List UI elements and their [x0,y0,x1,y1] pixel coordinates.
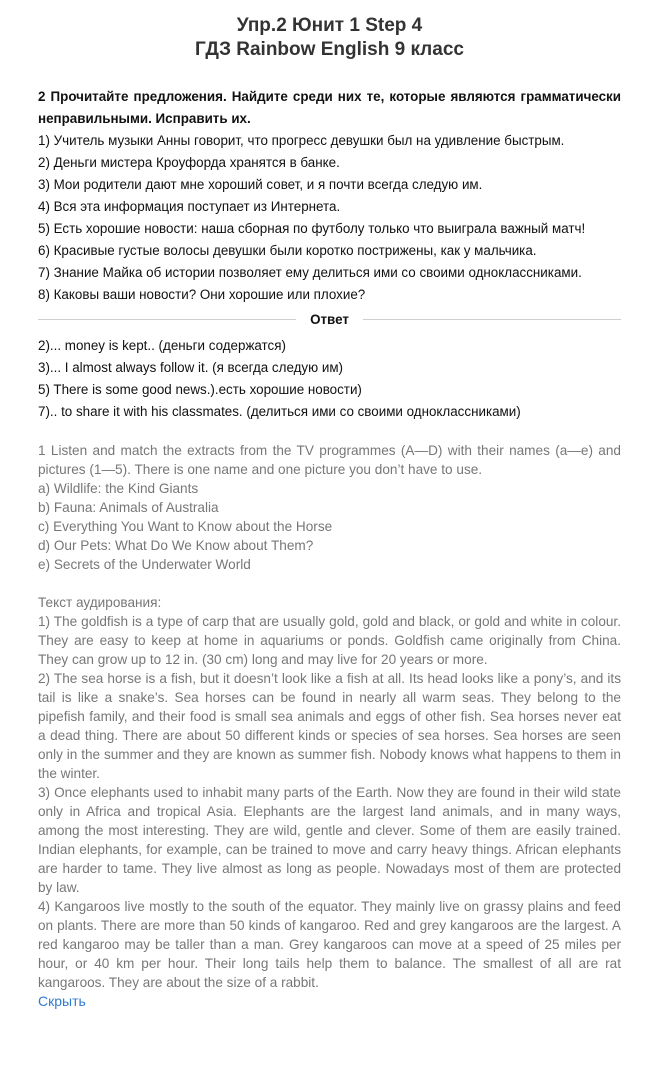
hide-link[interactable]: Скрыть [38,993,86,1009]
answer-item: 5) There is some good news.).есть хорошие новости) [38,382,362,397]
spacer [38,574,621,593]
extra-intro: 1 Listen and match the extracts from the TV programmes (A—D) with their names (a—e) and pictures (1—5). There is one name and one picture you don’t have to use. [38,443,621,477]
listening-label: Текст аудирования: [38,595,162,610]
task-sentence: 4) Вся эта информация поступает из Интернета. [38,199,341,214]
title-line-1: Упр.2 Юнит 1 Step 4 [236,15,423,36]
task-sentence: 6) Красивые густые волосы девушки были коротко пострижены, как у мальчика. [38,243,537,258]
task-heading: 2 Прочитайте предложения. Найдите среди них те, которые являются грамматически неправильными. Исправить их. [38,89,621,126]
page-title [38,14,621,62]
programme-name: b) Fauna: Animals of Australia [38,500,219,515]
task-block [38,86,621,306]
listening-text: 3) Once elephants used to inhabit many parts of the Earth. Now they are found in their wild state only in Africa and tropical Asia. Elephants are the largest land animals, and in many ways, among the most interesting. They are wild, gentle and clever. Some of them are easily trained. Indian elephants, for example, can be trained to move and carry heavy things. African elephants are harder to tame. They live almost as long as people. Nowadays most of them are protected by law. [38,785,621,895]
answer-divider [38,312,621,327]
task-sentence: 2) Деньги мистера Кроуфорда хранятся в банке. [38,155,340,170]
extra-exercise [38,441,621,1011]
answer-list [38,335,621,423]
answer-label: Ответ [310,312,349,327]
listening-text: 4) Kangaroos live mostly to the south of the equator. They mainly live on grassy plains and feed on plants. There are more than 50 kinds of kangaroo. Red and grey kangaroos are the largest. A red kangaroo may be taller than a man. Grey kangaroos can move at a speed of 25 miles per hour, or 40 km per hour. Their long tails help them to balance. The smallest of all are rat kangaroos. They are about the size of a rabbit. [38,899,621,990]
answer-item: 3)... I almost always follow it. (я всегда следую им) [38,360,344,375]
programme-name: d) Our Pets: What Do We Know about Them? [38,538,314,553]
listening-text: 1) The goldfish is a type of carp that are usually gold, gold and black, or gold and white in colour. They are easy to keep at home in aquariums or ponds. Goldfish came originally from China. They can grow up to 12 in. (30 cm) long and may live for 20 years or more. [38,614,621,667]
task-sentence: 8) Каковы ваши новости? Они хорошие или плохие? [38,287,366,302]
task-sentence: 5) Есть хорошие новости: наша сборная по футболу только что выиграла важный матч! [38,221,586,236]
divider-line-left [38,319,296,320]
answer-item: 7).. to share it with his classmates. (делиться ими со своими одноклассниками) [38,404,521,419]
programme-name: a) Wildlife: the Kind Giants [38,481,199,496]
task-sentence: 1) Учитель музыки Анны говорит, что прогресс девушки был на удивление быстрым. [38,133,565,148]
answer-item: 2)... money is kept.. (деньги содержатся) [38,338,286,353]
programme-name: c) Everything You Want to Know about the Horse [38,519,333,534]
task-sentence: 3) Мои родители дают мне хороший совет, и я почти всегда следую им. [38,177,483,192]
title-line-2: ГДЗ Rainbow English 9 класс [195,39,464,60]
listening-text: 2) The sea horse is a fish, but it doesn’t look like a fish at all. Its head looks like a pony’s, and its tail is like a snake’s. Sea horses can be found in nearly all warm seas. They belong to the pipefish family, and their food is small sea animals and eggs of other fish. Sea horses never eat a dead thing. There are about 50 different kinds or species of sea horses. Sea horses are seen only in the summer and they are known as summer fish. Nobody knows what happens to them in the winter. [38,671,621,781]
divider-line-right [363,319,621,320]
task-sentence: 7) Знание Майка об истории позволяет ему делиться ими со своими одноклассниками. [38,265,582,280]
programme-name: e) Secrets of the Underwater World [38,557,251,572]
